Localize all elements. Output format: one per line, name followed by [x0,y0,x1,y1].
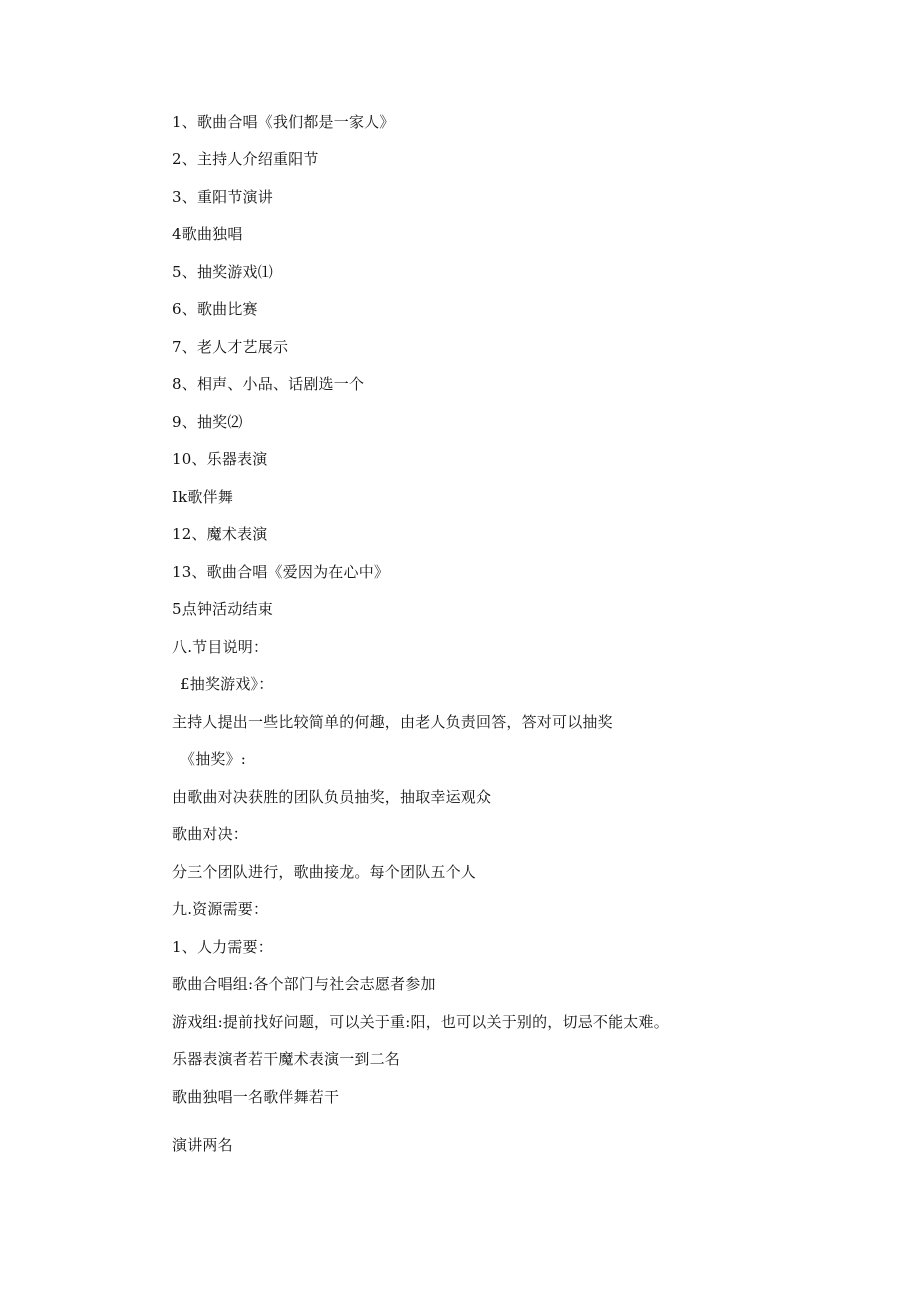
program-item-4: 4歌曲独唱 [172,225,243,243]
program-item-2: 2、主持人介绍重阳节 [172,150,319,168]
paragraph-lottery-game: 主持人提出一些比较简单的何趣，由老人负责回答，答对可以抽奖 [172,713,613,731]
program-item-11: Ik歌伴舞 [172,488,234,506]
section-heading-program-notes: 八.节目说明： [172,638,269,656]
paragraph-speech: 演讲两名 [172,1136,233,1154]
paragraph-lottery: 由歌曲对决获胜的团队负员抽奖，抽取幸运观众 [172,788,492,806]
paragraph-solo-dance: 歌曲独唱一名歌伴舞若干 [172,1088,340,1106]
subheading-song-battle: 歌曲对决： [172,825,249,843]
program-item-3: 3、重阳节演讲 [172,188,273,206]
paragraph-song-battle: 分三个团队进行，歌曲接龙。每个团队五个人 [172,863,477,881]
paragraph-instrument-magic: 乐器表演者若干魔术表演一到二名 [172,1050,401,1068]
program-item-7: 7、老人才艺展示 [172,338,289,356]
paragraph-game-group: 游戏组:提前找好问题，可以关于重:阳，也可以关于别的，切忌不能太难。 [172,1013,669,1031]
subheading-manpower: 1、人力需要： [172,938,273,956]
subheading-lottery: 《抽奖》: [180,750,247,768]
program-end-line: 5点钟活动结束 [172,600,273,618]
section-heading-resources: 九.资源需要： [172,900,269,918]
subheading-lottery-game: £抽奖游戏》： [180,675,274,693]
paragraph-chorus-group: 歌曲合唱组:各个部门与社会志愿者参加 [172,975,436,993]
program-item-10: 10、乐器表演 [172,450,268,468]
program-item-6: 6、歌曲比赛 [172,300,258,318]
program-item-12: 12、魔术表演 [172,525,268,543]
program-item-1: 1、歌曲合唱《我们都是一家人》 [172,113,395,131]
program-item-5: 5、抽奖游戏⑴ [172,263,273,281]
program-item-9: 9、抽奖⑵ [172,413,243,431]
program-item-13: 13、歌曲合唱《爱因为在心中》 [172,563,390,581]
program-item-8: 8、相声、小品、话剧选一个 [172,375,365,393]
